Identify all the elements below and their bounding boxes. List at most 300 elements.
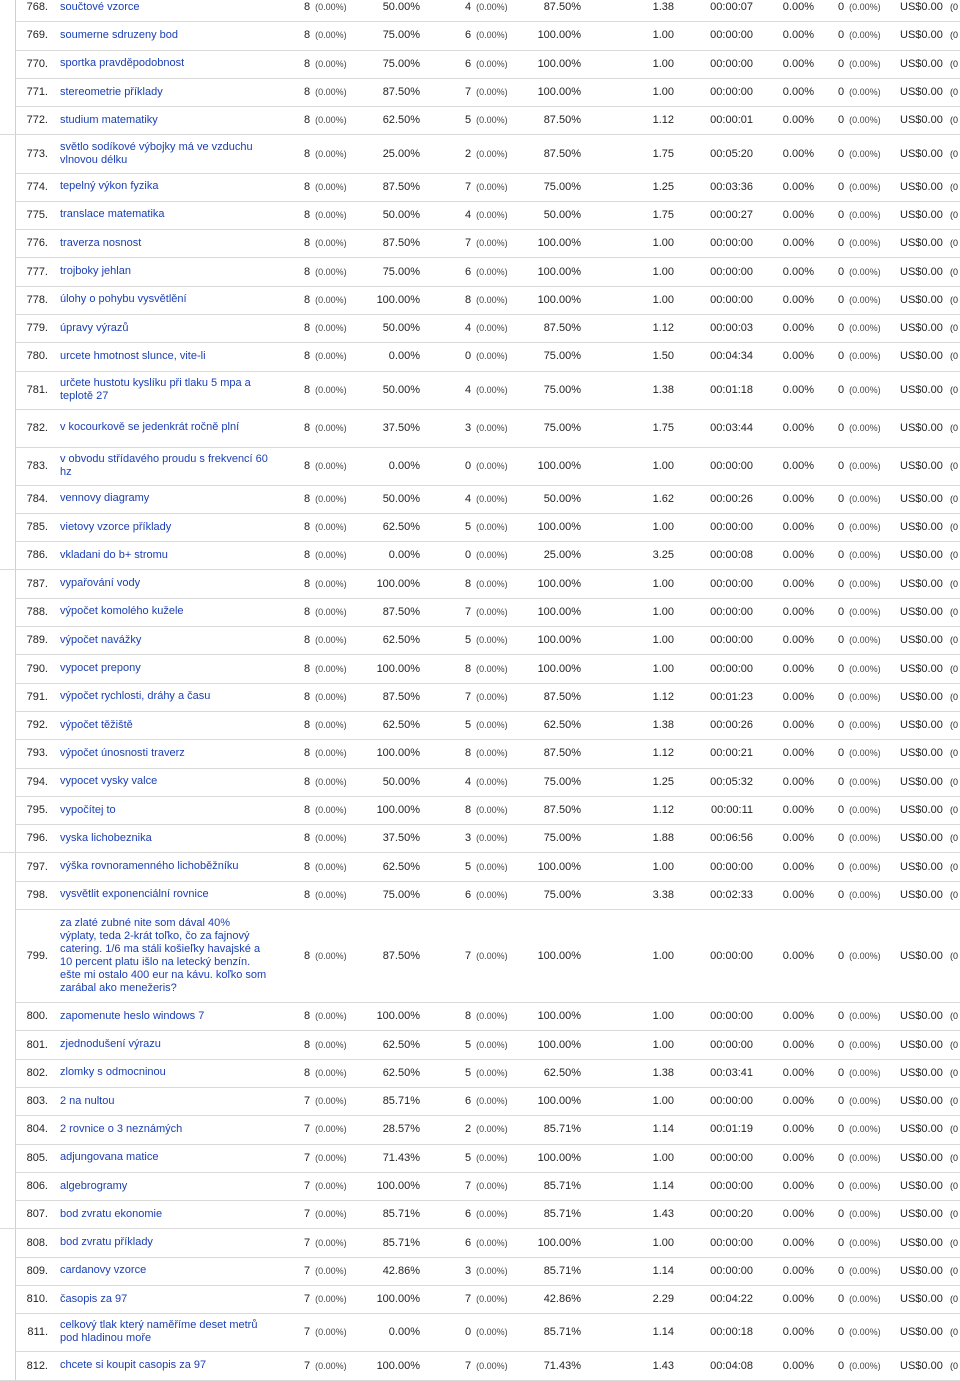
pages-per-session-cell: 1.00 bbox=[652, 1095, 674, 1108]
revenue-cell: US$0.00 bbox=[900, 237, 943, 250]
new-users-cell: 5 (0.00%) bbox=[465, 860, 508, 873]
sessions-cell: 8 (0.00%) bbox=[304, 949, 347, 962]
table-row bbox=[0, 21, 960, 50]
new-sessions-percent-cell: 85.71% bbox=[382, 1236, 420, 1249]
row-number: 777. bbox=[26, 265, 48, 278]
new-sessions-percent-cell: 87.50% bbox=[382, 605, 420, 618]
conversion-rate-cell: 0.00% bbox=[782, 549, 814, 562]
goal-completions-cell: 0 (0.00%) bbox=[838, 1359, 881, 1372]
revenue-cell: US$0.00 bbox=[900, 1151, 943, 1164]
revenue-cell: US$0.00 bbox=[900, 293, 943, 306]
row-gutter bbox=[0, 0, 16, 21]
sessions-cell: 8 (0.00%) bbox=[304, 350, 347, 363]
pages-per-session-cell: 1.75 bbox=[652, 147, 674, 160]
bounce-rate-cell: 75.00% bbox=[543, 383, 581, 396]
sessions-cell: 8 (0.00%) bbox=[304, 29, 347, 42]
conversion-rate-cell: 0.00% bbox=[782, 577, 814, 590]
table-row bbox=[0, 0, 960, 22]
pages-per-session-cell: 1.12 bbox=[652, 322, 674, 335]
row-gutter bbox=[0, 513, 16, 541]
sessions-cell: 7 (0.00%) bbox=[304, 1359, 347, 1372]
new-users-cell: 0 (0.00%) bbox=[465, 350, 508, 363]
row-number: 803. bbox=[26, 1095, 48, 1108]
bounce-rate-cell: 100.00% bbox=[537, 86, 581, 99]
revenue-cell: US$0.00 bbox=[900, 1180, 943, 1193]
row-gutter bbox=[0, 1285, 16, 1313]
goal-completions-cell: 0 (0.00%) bbox=[838, 747, 881, 760]
pages-per-session-cell: 1.14 bbox=[652, 1180, 674, 1193]
avg-duration-cell: 00:05:32 bbox=[710, 775, 753, 788]
conversion-rate-cell: 0.00% bbox=[782, 634, 814, 647]
keyword-link[interactable]: výpočet únosnosti traverz bbox=[60, 746, 185, 759]
keyword-link[interactable]: stereometrie příklady bbox=[60, 85, 163, 98]
row-number: 809. bbox=[26, 1264, 48, 1277]
new-users-cell: 7 (0.00%) bbox=[465, 949, 508, 962]
avg-duration-cell: 00:00:00 bbox=[710, 86, 753, 99]
new-sessions-percent-cell: 100.00% bbox=[376, 747, 420, 760]
revenue-cell: US$0.00 bbox=[900, 1010, 943, 1023]
revenue-cell: US$0.00 bbox=[900, 114, 943, 127]
keyword-link[interactable]: úpravy výrazů bbox=[60, 321, 129, 334]
revenue-percent-cell: (0 bbox=[950, 950, 959, 961]
keyword-link[interactable]: součtové vzorce bbox=[60, 0, 140, 13]
row-number: 806. bbox=[26, 1180, 48, 1193]
pages-per-session-cell: 1.14 bbox=[652, 1326, 674, 1339]
new-users-cell: 3 (0.00%) bbox=[465, 421, 508, 434]
keyword-link[interactable]: vypocet prepony bbox=[60, 662, 141, 675]
new-users-cell: 5 (0.00%) bbox=[465, 634, 508, 647]
table-row bbox=[0, 50, 960, 79]
sessions-cell: 7 (0.00%) bbox=[304, 1095, 347, 1108]
row-number: 773. bbox=[26, 147, 48, 160]
new-users-cell: 6 (0.00%) bbox=[465, 1095, 508, 1108]
pages-per-session-cell: 1.00 bbox=[652, 57, 674, 70]
sessions-cell: 7 (0.00%) bbox=[304, 1151, 347, 1164]
avg-duration-cell: 00:00:00 bbox=[710, 1180, 753, 1193]
pages-per-session-cell: 1.00 bbox=[652, 293, 674, 306]
new-users-cell: 8 (0.00%) bbox=[465, 293, 508, 306]
conversion-rate-cell: 0.00% bbox=[782, 1066, 814, 1079]
row-gutter bbox=[0, 1144, 16, 1172]
keyword-link[interactable]: chcete si koupit casopis za 97 bbox=[60, 1359, 207, 1372]
table-row bbox=[0, 173, 960, 202]
avg-duration-cell: 00:00:18 bbox=[710, 1326, 753, 1339]
keyword-link[interactable]: vyska lichobeznika bbox=[60, 831, 152, 844]
keyword-link[interactable]: v obvodu střídavého proudu s frekvencí 60 hz bbox=[60, 452, 268, 478]
keyword-link[interactable]: vennovy diagramy bbox=[60, 492, 150, 505]
pages-per-session-cell: 1.12 bbox=[652, 804, 674, 817]
revenue-percent-cell: (0 bbox=[950, 351, 959, 362]
revenue-percent-cell: (0 bbox=[950, 209, 959, 220]
conversion-rate-cell: 0.00% bbox=[782, 1236, 814, 1249]
bounce-rate-cell: 100.00% bbox=[537, 949, 581, 962]
avg-duration-cell: 00:03:41 bbox=[710, 1066, 753, 1079]
keyword-link[interactable]: světlo sodíkové výbojky má ve vzduchu vlnovou délku bbox=[60, 140, 253, 166]
keyword-link[interactable]: zjednodušení výrazu bbox=[60, 1038, 161, 1051]
goal-completions-cell: 0 (0.00%) bbox=[838, 1151, 881, 1164]
keyword-link[interactable]: zlomky s odmocninou bbox=[60, 1066, 166, 1079]
conversion-rate-cell: 0.00% bbox=[782, 237, 814, 250]
table-row bbox=[0, 409, 960, 448]
new-sessions-percent-cell: 37.50% bbox=[382, 421, 420, 434]
pages-per-session-cell: 1.00 bbox=[652, 265, 674, 278]
keyword-link[interactable]: vkladani do b+ stromu bbox=[60, 548, 168, 561]
bounce-rate-cell: 87.50% bbox=[543, 690, 581, 703]
revenue-percent-cell: (0 bbox=[950, 1067, 959, 1078]
keyword-link[interactable]: vypocet vysky valce bbox=[60, 775, 158, 788]
new-users-cell: 7 (0.00%) bbox=[465, 605, 508, 618]
keyword-link[interactable]: výpočet navážky bbox=[60, 633, 142, 646]
sessions-cell: 7 (0.00%) bbox=[304, 1180, 347, 1193]
pages-per-session-cell: 1.75 bbox=[652, 208, 674, 221]
sessions-cell: 8 (0.00%) bbox=[304, 86, 347, 99]
row-gutter bbox=[0, 1351, 16, 1379]
revenue-percent-cell: (0 bbox=[950, 1294, 959, 1305]
avg-duration-cell: 00:03:44 bbox=[710, 421, 753, 434]
revenue-percent-cell: (0 bbox=[950, 58, 959, 69]
keyword-link[interactable]: výška rovnoramenného lichoběžníku bbox=[60, 860, 239, 873]
keyword-link[interactable]: urcete hmotnost slunce, vite-li bbox=[60, 349, 206, 362]
table-row bbox=[0, 683, 960, 712]
new-sessions-percent-cell: 100.00% bbox=[376, 1180, 420, 1193]
row-number: 770. bbox=[26, 57, 48, 70]
sessions-cell: 8 (0.00%) bbox=[304, 804, 347, 817]
keyword-link[interactable]: cardanovy vzorce bbox=[60, 1264, 147, 1277]
row-number: 769. bbox=[26, 29, 48, 42]
revenue-percent-cell: (0 bbox=[950, 1327, 959, 1338]
conversion-rate-cell: 0.00% bbox=[782, 690, 814, 703]
sessions-cell: 8 (0.00%) bbox=[304, 459, 347, 472]
keyword-link[interactable]: bod zvratu příklady bbox=[60, 1236, 153, 1249]
row-number: 775. bbox=[26, 208, 48, 221]
table-row bbox=[0, 1087, 960, 1116]
keyword-link[interactable]: vietovy vzorce příklady bbox=[60, 520, 172, 533]
bounce-rate-cell: 100.00% bbox=[537, 57, 581, 70]
conversion-rate-cell: 0.00% bbox=[782, 1359, 814, 1372]
bounce-rate-cell: 62.50% bbox=[543, 1066, 581, 1079]
pages-per-session-cell: 1.00 bbox=[652, 86, 674, 99]
keyword-link[interactable]: výpočet komolého kužele bbox=[60, 605, 184, 618]
row-gutter bbox=[0, 78, 16, 106]
table-row bbox=[0, 541, 960, 570]
revenue-percent-cell: (0 bbox=[950, 522, 959, 533]
keyword-link[interactable]: 2 na nultou bbox=[60, 1094, 115, 1107]
goal-completions-cell: 0 (0.00%) bbox=[838, 1066, 881, 1079]
conversion-rate-cell: 0.00% bbox=[782, 1293, 814, 1306]
goal-completions-cell: 0 (0.00%) bbox=[838, 421, 881, 434]
row-number: 791. bbox=[26, 690, 48, 703]
keyword-link[interactable]: zapomenute heslo windows 7 bbox=[60, 1009, 205, 1022]
avg-duration-cell: 00:00:26 bbox=[710, 492, 753, 505]
new-sessions-percent-cell: 100.00% bbox=[376, 662, 420, 675]
sessions-cell: 8 (0.00%) bbox=[304, 421, 347, 434]
new-sessions-percent-cell: 87.50% bbox=[382, 690, 420, 703]
revenue-cell: US$0.00 bbox=[900, 421, 943, 434]
revenue-cell: US$0.00 bbox=[900, 180, 943, 193]
sessions-cell: 8 (0.00%) bbox=[304, 322, 347, 335]
pages-per-session-cell: 1.00 bbox=[652, 634, 674, 647]
bounce-rate-cell: 75.00% bbox=[543, 350, 581, 363]
table-row bbox=[0, 1313, 960, 1352]
bounce-rate-cell: 100.00% bbox=[537, 265, 581, 278]
table-row bbox=[0, 1144, 960, 1173]
revenue-percent-cell: (0 bbox=[950, 1011, 959, 1022]
row-gutter bbox=[0, 768, 16, 796]
keyword-link[interactable]: časopis za 97 bbox=[60, 1292, 128, 1305]
conversion-rate-cell: 0.00% bbox=[782, 459, 814, 472]
row-number: 795. bbox=[26, 804, 48, 817]
row-gutter bbox=[0, 21, 16, 49]
row-gutter bbox=[0, 50, 16, 78]
new-sessions-percent-cell: 62.50% bbox=[382, 1066, 420, 1079]
new-users-cell: 0 (0.00%) bbox=[465, 459, 508, 472]
conversion-rate-cell: 0.00% bbox=[782, 1095, 814, 1108]
bounce-rate-cell: 62.50% bbox=[543, 719, 581, 732]
new-users-cell: 8 (0.00%) bbox=[465, 577, 508, 590]
avg-duration-cell: 00:04:34 bbox=[710, 350, 753, 363]
conversion-rate-cell: 0.00% bbox=[782, 180, 814, 193]
pages-per-session-cell: 1.00 bbox=[652, 29, 674, 42]
sessions-cell: 8 (0.00%) bbox=[304, 57, 347, 70]
sessions-cell: 8 (0.00%) bbox=[304, 383, 347, 396]
revenue-cell: US$0.00 bbox=[900, 1293, 943, 1306]
new-sessions-percent-cell: 0.00% bbox=[388, 350, 420, 363]
row-gutter bbox=[0, 626, 16, 654]
bounce-rate-cell: 75.00% bbox=[543, 180, 581, 193]
keyword-link[interactable]: v kocourkově se jedenkrát ročně plní bbox=[60, 421, 240, 434]
conversion-rate-cell: 0.00% bbox=[782, 1038, 814, 1051]
revenue-cell: US$0.00 bbox=[900, 459, 943, 472]
new-users-cell: 8 (0.00%) bbox=[465, 747, 508, 760]
new-users-cell: 8 (0.00%) bbox=[465, 1010, 508, 1023]
bounce-rate-cell: 100.00% bbox=[537, 860, 581, 873]
row-number: 796. bbox=[26, 832, 48, 845]
row-gutter bbox=[0, 229, 16, 257]
conversion-rate-cell: 0.00% bbox=[782, 492, 814, 505]
avg-duration-cell: 00:00:00 bbox=[710, 1095, 753, 1108]
conversion-rate-cell: 0.00% bbox=[782, 888, 814, 901]
new-sessions-percent-cell: 85.71% bbox=[382, 1208, 420, 1221]
new-sessions-percent-cell: 37.50% bbox=[382, 832, 420, 845]
revenue-cell: US$0.00 bbox=[900, 690, 943, 703]
row-gutter bbox=[0, 824, 16, 852]
revenue-percent-cell: (0 bbox=[950, 294, 959, 305]
pages-per-session-cell: 1.00 bbox=[652, 1038, 674, 1051]
goal-completions-cell: 0 (0.00%) bbox=[838, 860, 881, 873]
revenue-percent-cell: (0 bbox=[950, 691, 959, 702]
bounce-rate-cell: 75.00% bbox=[543, 775, 581, 788]
sessions-cell: 8 (0.00%) bbox=[304, 293, 347, 306]
table-row bbox=[0, 626, 960, 655]
conversion-rate-cell: 0.00% bbox=[782, 1180, 814, 1193]
goal-completions-cell: 0 (0.00%) bbox=[838, 1208, 881, 1221]
avg-duration-cell: 00:00:01 bbox=[710, 114, 753, 127]
revenue-percent-cell: (0 bbox=[950, 493, 959, 504]
keyword-link[interactable]: translace matematika bbox=[60, 208, 165, 221]
avg-duration-cell: 00:00:00 bbox=[710, 1264, 753, 1277]
keyword-link[interactable]: celkový tlak který naměříme deset metrů pod hladinou moře bbox=[60, 1319, 258, 1345]
new-users-cell: 4 (0.00%) bbox=[465, 492, 508, 505]
row-gutter bbox=[0, 371, 16, 409]
pages-per-session-cell: 1.00 bbox=[652, 1236, 674, 1249]
goal-completions-cell: 0 (0.00%) bbox=[838, 1326, 881, 1339]
keyword-link[interactable]: vypařování vody bbox=[60, 577, 141, 590]
keyword-link[interactable]: sportka pravděpodobnost bbox=[60, 57, 185, 70]
keyword-link[interactable]: úlohy o pohybu vysvětlění bbox=[60, 293, 187, 306]
goal-completions-cell: 0 (0.00%) bbox=[838, 662, 881, 675]
bounce-rate-cell: 100.00% bbox=[537, 634, 581, 647]
revenue-cell: US$0.00 bbox=[900, 832, 943, 845]
row-gutter bbox=[0, 654, 16, 682]
row-number: 780. bbox=[26, 350, 48, 363]
row-gutter bbox=[0, 739, 16, 767]
row-gutter bbox=[0, 1257, 16, 1285]
bounce-rate-cell: 100.00% bbox=[537, 662, 581, 675]
keyword-link[interactable]: určete hustotu kyslíku při tlaku 5 mpa a teplotě 27 bbox=[60, 376, 251, 402]
new-sessions-percent-cell: 75.00% bbox=[382, 888, 420, 901]
conversion-rate-cell: 0.00% bbox=[782, 293, 814, 306]
table-row bbox=[0, 135, 960, 174]
goal-completions-cell: 0 (0.00%) bbox=[838, 1264, 881, 1277]
avg-duration-cell: 00:01:23 bbox=[710, 690, 753, 703]
new-users-cell: 6 (0.00%) bbox=[465, 29, 508, 42]
row-gutter bbox=[0, 286, 16, 314]
keyword-link[interactable]: výpočet těžiště bbox=[60, 718, 133, 731]
row-gutter bbox=[0, 598, 16, 626]
new-users-cell: 7 (0.00%) bbox=[465, 1293, 508, 1306]
goal-completions-cell: 0 (0.00%) bbox=[838, 114, 881, 127]
row-number: 785. bbox=[26, 521, 48, 534]
table-row bbox=[0, 1351, 960, 1380]
avg-duration-cell: 00:00:21 bbox=[710, 747, 753, 760]
new-users-cell: 7 (0.00%) bbox=[465, 1359, 508, 1372]
revenue-percent-cell: (0 bbox=[950, 87, 959, 98]
row-number: 784. bbox=[26, 492, 48, 505]
keyword-link[interactable]: trojboky jehlan bbox=[60, 265, 131, 278]
keyword-link[interactable]: bod zvratu ekonomie bbox=[60, 1207, 163, 1220]
table-row bbox=[0, 447, 960, 486]
sessions-cell: 8 (0.00%) bbox=[304, 634, 347, 647]
new-sessions-percent-cell: 62.50% bbox=[382, 114, 420, 127]
revenue-cell: US$0.00 bbox=[900, 804, 943, 817]
row-number: 799. bbox=[26, 949, 48, 962]
revenue-cell: US$0.00 bbox=[900, 265, 943, 278]
new-users-cell: 8 (0.00%) bbox=[465, 804, 508, 817]
bounce-rate-cell: 100.00% bbox=[537, 1151, 581, 1164]
keyword-link[interactable]: vypočítej to bbox=[60, 803, 116, 816]
avg-duration-cell: 00:00:00 bbox=[710, 1038, 753, 1051]
table-row bbox=[0, 229, 960, 258]
table-row bbox=[0, 201, 960, 230]
row-gutter bbox=[0, 1200, 16, 1228]
revenue-cell: US$0.00 bbox=[900, 775, 943, 788]
new-users-cell: 7 (0.00%) bbox=[465, 180, 508, 193]
sessions-cell: 8 (0.00%) bbox=[304, 662, 347, 675]
table-row bbox=[0, 909, 960, 1003]
keyword-link[interactable]: traverza nosnost bbox=[60, 236, 142, 249]
revenue-percent-cell: (0 bbox=[950, 889, 959, 900]
keyword-link[interactable]: 2 rovnice o 3 neznámých bbox=[60, 1122, 183, 1135]
avg-duration-cell: 00:01:18 bbox=[710, 383, 753, 396]
pages-per-session-cell: 1.88 bbox=[652, 832, 674, 845]
new-sessions-percent-cell: 62.50% bbox=[382, 521, 420, 534]
bounce-rate-cell: 75.00% bbox=[543, 888, 581, 901]
keyword-link[interactable]: algebrogramy bbox=[60, 1179, 128, 1192]
row-gutter bbox=[0, 541, 16, 569]
sessions-cell: 8 (0.00%) bbox=[304, 690, 347, 703]
avg-duration-cell: 00:00:00 bbox=[710, 949, 753, 962]
revenue-percent-cell: (0 bbox=[950, 1096, 959, 1107]
conversion-rate-cell: 0.00% bbox=[782, 322, 814, 335]
conversion-rate-cell: 0.00% bbox=[782, 1151, 814, 1164]
keyword-link[interactable]: tepelný výkon fyzika bbox=[60, 180, 159, 193]
keyword-link[interactable]: adjungovana matice bbox=[60, 1151, 159, 1164]
row-number: 793. bbox=[26, 747, 48, 760]
table-row bbox=[0, 342, 960, 371]
sessions-cell: 8 (0.00%) bbox=[304, 1, 347, 14]
goal-completions-cell: 0 (0.00%) bbox=[838, 208, 881, 221]
keyword-link[interactable]: vysvětlit exponenciální rovnice bbox=[60, 888, 209, 901]
new-users-cell: 6 (0.00%) bbox=[465, 1236, 508, 1249]
row-gutter bbox=[0, 342, 16, 370]
pages-per-session-cell: 1.12 bbox=[652, 690, 674, 703]
row-gutter bbox=[0, 257, 16, 285]
table-row bbox=[0, 286, 960, 315]
row-number: 789. bbox=[26, 634, 48, 647]
keyword-link[interactable]: výpočet rychlosti, dráhy a času bbox=[60, 690, 211, 703]
revenue-percent-cell: (0 bbox=[950, 460, 959, 471]
new-sessions-percent-cell: 62.50% bbox=[382, 860, 420, 873]
conversion-rate-cell: 0.00% bbox=[782, 832, 814, 845]
new-sessions-percent-cell: 62.50% bbox=[382, 719, 420, 732]
row-number: 786. bbox=[26, 549, 48, 562]
sessions-cell: 7 (0.00%) bbox=[304, 1326, 347, 1339]
row-number: 790. bbox=[26, 662, 48, 675]
keyword-link[interactable]: soumerne sdruzeny bod bbox=[60, 28, 179, 41]
conversion-rate-cell: 0.00% bbox=[782, 265, 814, 278]
keyword-link[interactable]: za zlaté zubné nite som dával 40% výplaty, teda 2-krát toľko, čo za fajnový catering. 1/6 ma stáli košieľky havajské a 10 percent platu išlo na letecký benzín. ešte mi ostalo 400 eur na kávu. koľko som zarábal ako menežeris? bbox=[60, 916, 267, 994]
sessions-cell: 7 (0.00%) bbox=[304, 1123, 347, 1136]
bounce-rate-cell: 100.00% bbox=[537, 237, 581, 250]
revenue-percent-cell: (0 bbox=[950, 1360, 959, 1371]
pages-per-session-cell: 3.38 bbox=[652, 888, 674, 901]
new-sessions-percent-cell: 50.00% bbox=[382, 492, 420, 505]
revenue-cell: US$0.00 bbox=[900, 860, 943, 873]
new-sessions-percent-cell: 100.00% bbox=[376, 577, 420, 590]
pages-per-session-cell: 1.38 bbox=[652, 1066, 674, 1079]
conversion-rate-cell: 0.00% bbox=[782, 1123, 814, 1136]
bounce-rate-cell: 100.00% bbox=[537, 1236, 581, 1249]
sessions-cell: 8 (0.00%) bbox=[304, 208, 347, 221]
avg-duration-cell: 00:00:00 bbox=[710, 662, 753, 675]
revenue-percent-cell: (0 bbox=[950, 422, 959, 433]
revenue-cell: US$0.00 bbox=[900, 57, 943, 70]
bounce-rate-cell: 87.50% bbox=[543, 147, 581, 160]
revenue-cell: US$0.00 bbox=[900, 521, 943, 534]
revenue-cell: US$0.00 bbox=[900, 605, 943, 618]
table-row bbox=[0, 711, 960, 740]
goal-completions-cell: 0 (0.00%) bbox=[838, 383, 881, 396]
goal-completions-cell: 0 (0.00%) bbox=[838, 237, 881, 250]
row-number: 807. bbox=[26, 1208, 48, 1221]
keyword-link[interactable]: studium matematiky bbox=[60, 113, 158, 126]
conversion-rate-cell: 0.00% bbox=[782, 1264, 814, 1277]
avg-duration-cell: 00:04:22 bbox=[710, 1293, 753, 1306]
sessions-cell: 8 (0.00%) bbox=[304, 1038, 347, 1051]
avg-duration-cell: 00:00:03 bbox=[710, 322, 753, 335]
goal-completions-cell: 0 (0.00%) bbox=[838, 521, 881, 534]
bounce-rate-cell: 100.00% bbox=[537, 1095, 581, 1108]
